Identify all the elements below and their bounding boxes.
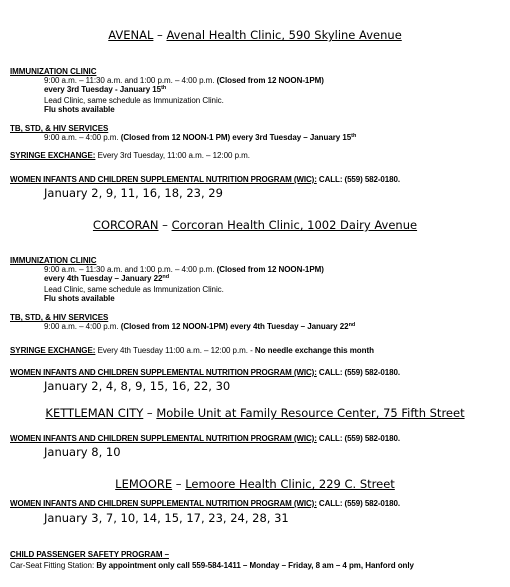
wic-line: WOMEN INFANTS AND CHILDREN SUPPLEMENTAL NUTRITION PROGRAM (WIC): CALL: (559) 582-0180. [10,499,400,508]
location-heading-avenal: AVENAL – Avenal Health Clinic, 590 Skyline Avenue [108,28,402,42]
wic-dates: January 2, 9, 11, 16, 18, 23, 29 [44,186,223,200]
location-heading-corcoran: CORCORAN – Corcoran Health Clinic, 1002 Dairy Avenue [92,218,418,232]
wic-line: WOMEN INFANTS AND CHILDREN SUPPLEMENTAL NUTRITION PROGRAM (WIC): CALL: (559) 582-0180. [10,434,400,443]
immunization-hours: 9:00 a.m. – 11:30 a.m. and 1:00 p.m. – 4:00 p.m. (Closed from 12 NOON-1PM) [44,76,324,85]
lead-clinic-note: Lead Clinic, same schedule as Immunization Clinic. [44,285,224,294]
syringe-exchange: SYRINGE EXCHANGE: Every 3rd Tuesday, 11:00 a.m. – 12:00 p.m. [10,151,250,160]
cps-details: Car-Seat Fitting Station: By appointment only call 559-584-1411 – Monday – Friday, 8 am – 4 pm, Hanford only [10,561,414,570]
syringe-exchange: SYRINGE EXCHANGE: Every 4th Tuesday 11:00 a.m. – 12:00 p.m. - No needle exchange this month [10,346,374,355]
syringe-note: No needle exchange this month [254,346,374,355]
cps-heading: CHILD PASSENGER SAFETY PROGRAM – [10,550,170,559]
flu-shots-note: Flu shots available [44,105,115,114]
immunization-schedule: every 4th Tuesday – January 22nd [44,274,170,283]
location-heading-lemoore: LEMOORE – Lemoore Health Clinic, 229 C. Street [115,477,395,491]
lead-clinic-note: Lead Clinic, same schedule as Immunization Clinic. [44,96,224,105]
wic-dates: January 2, 4, 8, 9, 15, 16, 22, 30 [44,379,231,393]
tb-services-hours: 9:00 a.m. – 4:00 p.m. (Closed from 12 NOON-1 PM) every 3rd Tuesday – January 15th [44,133,357,142]
immunization-hours: 9:00 a.m. – 11:30 a.m. and 1:00 p.m. – 4:00 p.m. (Closed from 12 NOON-1PM) [44,265,324,274]
tb-services-hours: 9:00 a.m. – 4:00 p.m. (Closed from 12 NOON-1PM) every 4th Tuesday – January 22nd [44,322,356,331]
location-city: LEMOORE [115,477,173,491]
wic-dates: January 3, 7, 10, 14, 15, 17, 23, 24, 28, 31 [44,511,289,525]
wic-dates: January 8, 10 [44,445,121,459]
location-city: AVENAL [108,28,154,42]
wic-line: WOMEN INFANTS AND CHILDREN SUPPLEMENTAL NUTRITION PROGRAM (WIC): CALL: (559) 582-0180. [10,368,400,377]
location-heading-kettleman: KETTLEMAN CITY – Mobile Unit at Family Resource Center, 75 Fifth Street [45,406,465,420]
tb-services-heading: TB, STD, & HIV SERVICES [10,313,109,322]
wic-line: WOMEN INFANTS AND CHILDREN SUPPLEMENTAL NUTRITION PROGRAM (WIC): CALL: (559) 582-0180. [10,175,400,184]
location-site: Avenal Health Clinic, 590 Skyline Avenue [166,28,402,42]
flu-shots-note: Flu shots available [44,294,115,303]
location-site: Lemoore Health Clinic, 229 C. Street [185,477,395,491]
immunization-schedule: every 3rd Tuesday - January 15th [44,85,167,94]
location-site: Mobile Unit at Family Resource Center, 75 Fifth Street [156,406,465,420]
immunization-heading: IMMUNIZATION CLINIC [10,67,97,76]
location-site: Corcoran Health Clinic, 1002 Dairy Avenue [171,218,418,232]
location-city: CORCORAN [92,218,159,232]
location-city: KETTLEMAN CITY [45,406,144,420]
tb-services-heading: TB, STD, & HIV SERVICES [10,124,109,133]
immunization-heading: IMMUNIZATION CLINIC [10,256,97,265]
